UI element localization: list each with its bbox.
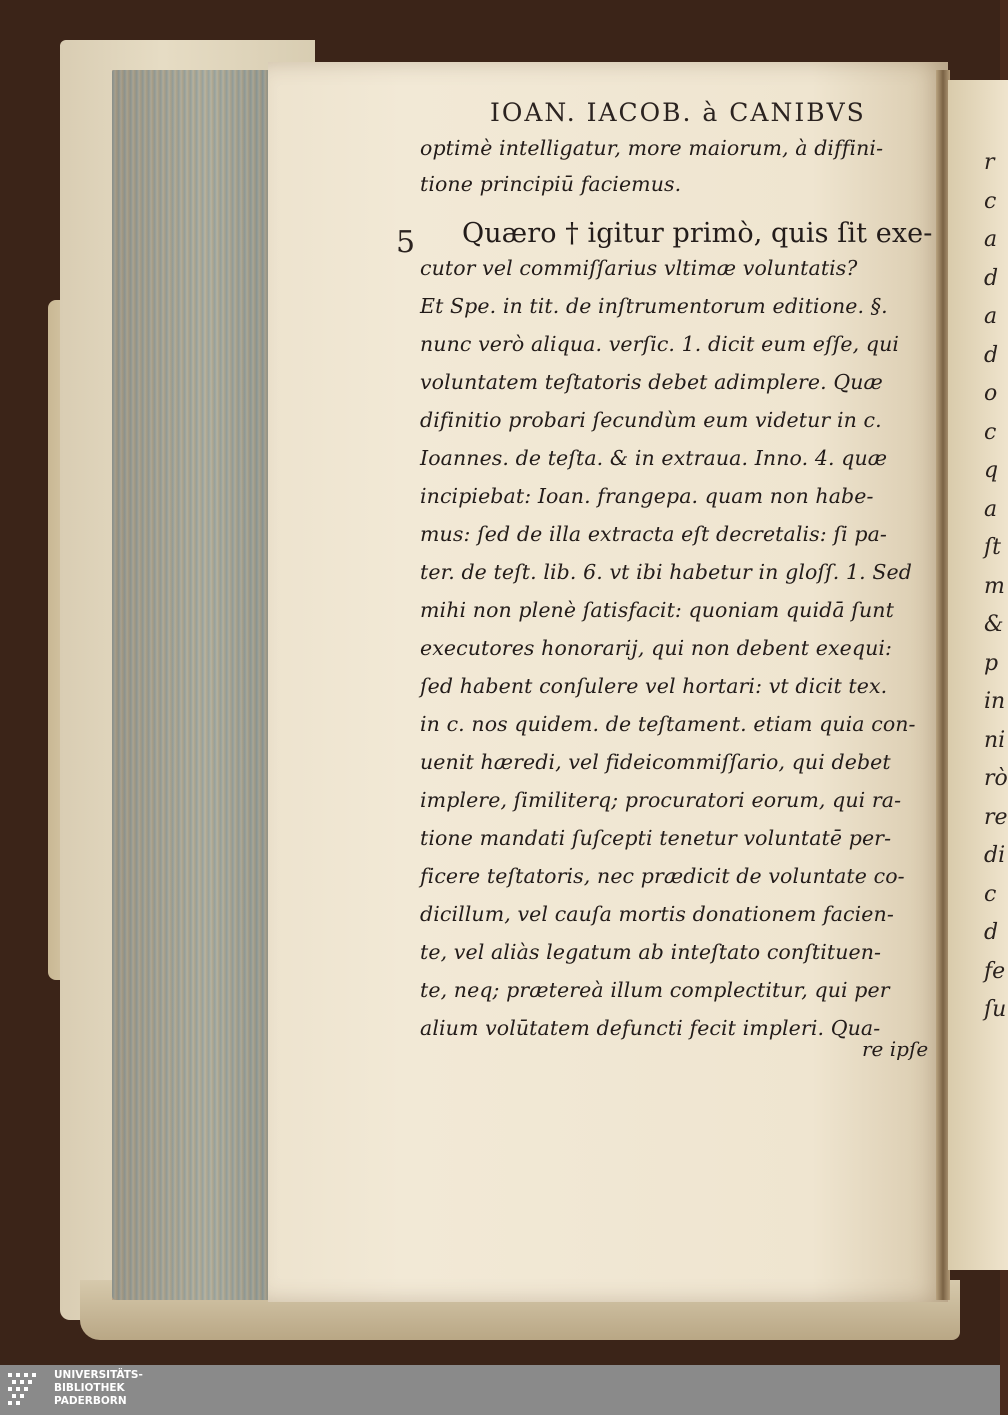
right-page-fragment: d [984, 265, 999, 291]
text-line: ſed habent conſulere vel hortari: vt dicit tex. [420, 674, 888, 698]
catchword: re ipſe [862, 1037, 929, 1061]
text-line: ficere teſtatoris, nec prædicit de voluntate co- [420, 864, 905, 888]
footer-bar [0, 1365, 1000, 1415]
text-line: in c. nos quidem. de teſtament. etiam quia con- [420, 712, 916, 736]
right-page-fragment: fe [984, 958, 1006, 984]
text-line: nunc verò aliqua. verſic. 1. dicit eum eſſe, qui [420, 332, 900, 356]
right-page-fragment: ſu [984, 997, 1007, 1022]
right-page-fragment: re [984, 804, 1008, 830]
text-line: te, vel aliàs legatum ab inteſtato conſtituen- [420, 940, 882, 964]
text-line: dicillum, vel cauſa mortis donationem facien- [420, 902, 894, 926]
right-page-fragment: in [984, 689, 1006, 714]
text-line: uenit hæredi, vel fideicommiſſario, qui debet [420, 750, 891, 774]
right-page-fragment: c [984, 881, 997, 907]
library-name-line: UNIVERSITÄTS- [54, 1369, 143, 1381]
text-line: te, neq; prætereà illum complectitur, qui per [420, 978, 890, 1002]
page-fore-edges [112, 70, 272, 1300]
right-page-fragment: d [984, 342, 999, 368]
right-page-fragment: ni [984, 727, 1006, 753]
text-line: Ioannes. de teſta. & in extraua. Inno. 4. quæ [420, 446, 888, 470]
text-line: tione mandati ſuſcepti tenetur voluntatē per- [420, 826, 892, 850]
right-page-fragment: di [984, 843, 1006, 868]
right-page-fragment: o [984, 381, 998, 406]
right-page-fragment: ſt [984, 535, 1001, 560]
right-page-fragment: p [984, 650, 999, 676]
right-page-fragment: r [984, 150, 995, 175]
margin-section-number: 5 [396, 225, 416, 260]
text-line: implere, ſimiliterq; procuratori eorum, qui ra- [420, 788, 902, 812]
text-line: difinitio probari ſecundùm eum videtur in c. [420, 408, 882, 432]
right-page-fragment: a [984, 227, 998, 252]
right-page-fragment: a [984, 496, 998, 522]
text-line: mihi non plenè ſatisfacit: quoniam quidā ſunt [420, 598, 894, 622]
text-line: alium volūtatem defuncti fecit impleri. Qua- [420, 1016, 881, 1040]
text-line: Quæro † igitur primò, quis ſit exe- [462, 218, 933, 249]
right-page [948, 80, 1008, 1270]
university-library-logo-icon [6, 1370, 46, 1410]
text-line: tione principiū faciemus. [420, 172, 682, 196]
right-page-fragment: c [984, 419, 997, 445]
right-page-fragment: q [984, 458, 999, 483]
text-line: mus: ſed de illa extracta eſt decretalis: ſi pa- [420, 522, 887, 546]
right-page-fragment: & [984, 612, 1004, 637]
library-name-line: PADERBORN [54, 1395, 127, 1407]
right-page-fragment: c [984, 188, 997, 214]
running-title: IOAN. IACOB. à CANIBVS [490, 98, 866, 127]
right-page-fragment: rò [984, 766, 1008, 791]
library-name-line: BIBLIOTHEK [54, 1382, 125, 1394]
text-line: voluntatem teſtatoris debet adimplere. Quæ [420, 370, 883, 394]
library-name [54, 1369, 143, 1408]
text-line: Et Spe. in tit. de inſtrumentorum editione. §. [420, 294, 888, 318]
right-page-fragment: d [984, 920, 999, 945]
right-page-fragment: a [984, 304, 998, 329]
text-line: optimè intelligatur, more maiorum, à diffini- [420, 136, 884, 160]
text-line: executores honorarij, qui non debent exequi: [420, 636, 893, 660]
text-line: incipiebat: Ioan. frangepa. quam non habe- [420, 484, 874, 508]
text-line: ter. de teſt. lib. 6. vt ibi habetur in gloſſ. 1. Sed [420, 560, 912, 584]
right-page-fragment: m [984, 573, 1005, 599]
text-line: cutor vel commiſſarius vltimæ voluntatis? [420, 256, 858, 280]
